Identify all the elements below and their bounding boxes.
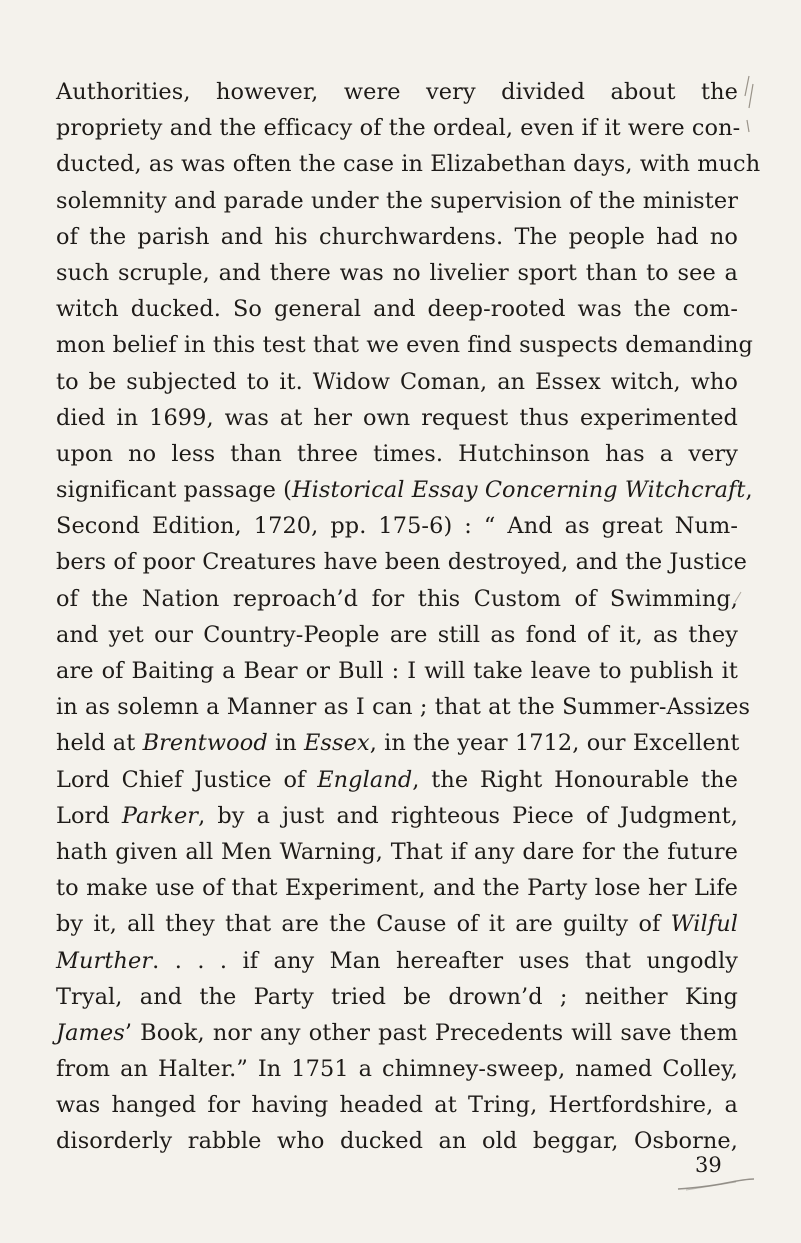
italic-place: England bbox=[317, 766, 413, 793]
body-text bbox=[56, 74, 761, 1160]
text-line: propriety and the efficacy of the ordeal, even if it were con- bbox=[56, 115, 741, 142]
text-line: hath given all Men Warning, That if any dare for the future bbox=[56, 838, 738, 865]
text-line: Authorities, however, were very divided about the bbox=[56, 79, 738, 105]
text-line: was hanged for having headed at Tring, Hertfordshire, a bbox=[56, 1092, 738, 1119]
text-line: held at Brentwood in Essex, in the year 1712, our Excellent bbox=[56, 730, 740, 757]
text-line: of the Nation reproach’d for this Custom of Swimming, bbox=[56, 585, 738, 612]
text-line: to make use of that Experiment, and the Party lose her Life bbox=[56, 875, 738, 902]
text-line: witch ducked. So general and deep-rooted was the com- bbox=[56, 296, 738, 323]
text-line: James’ Book, nor any other past Precedents will save them bbox=[56, 1019, 738, 1046]
italic-place: Brentwood bbox=[142, 730, 268, 757]
italic-place: Essex bbox=[303, 730, 370, 757]
text-line: of the parish and his churchwardens. The people had no bbox=[56, 223, 738, 250]
italic-name: Parker bbox=[121, 802, 199, 829]
text-line: to be subjected to it. Widow Coman, an Essex witch, who bbox=[56, 368, 738, 395]
text-line: Tryal, and the Party tried be drown’d ; neither King bbox=[56, 983, 738, 1010]
text-line: disorderly rabble who ducked an old beggar, Osborne, bbox=[56, 1128, 738, 1155]
text-line: died in 1699, was at her own request thus experimented bbox=[56, 404, 738, 431]
text-line: Lord Parker, by a just and righteous Piece of Judgment, bbox=[56, 802, 738, 829]
text-line: in as solemn a Manner as I can ; that at the Summer-Assizes bbox=[56, 694, 751, 721]
ink-smudge bbox=[676, 1177, 756, 1191]
text-line: Lord Chief Justice of England, the Right Honourable the bbox=[56, 766, 738, 793]
text-line: Second Edition, 1720, pp. 175-6) : “ And as great Num- bbox=[56, 513, 738, 540]
margin-ink-marks bbox=[727, 72, 767, 672]
text-line: such scruple, and there was no livelier sport than to see a bbox=[56, 259, 738, 286]
text-line: solemnity and parade under the supervision of the minister bbox=[56, 187, 738, 214]
italic-term: Wilful bbox=[670, 911, 738, 938]
italic-title: Historical Essay Concerning Witchcraft bbox=[292, 477, 746, 504]
text-line: bers of poor Creatures have been destroyed, and the Justice bbox=[56, 549, 747, 576]
text-line: upon no less than three times. Hutchinson has a very bbox=[56, 440, 738, 467]
text-line: and yet our Country-People are still as fond of it, as they bbox=[56, 621, 738, 648]
text-line: ducted, as was often the case in Elizabethan days, with much bbox=[56, 151, 761, 178]
text-line: mon belief in this test that we even find suspects demanding bbox=[56, 332, 753, 359]
italic-term: Murther bbox=[56, 947, 153, 974]
text-line: are of Baiting a Bear or Bull : I will take leave to publish it bbox=[56, 658, 738, 684]
page-number: 39 bbox=[695, 1153, 722, 1177]
text-line: by it, all they that are the Cause of it are guilty of Wilful bbox=[56, 911, 738, 938]
text-line: from an Halter.” In 1751 a chimney-sweep, named Colley, bbox=[56, 1056, 738, 1083]
text-line: Murther. . . . if any Man hereafter uses that ungodly bbox=[56, 947, 738, 974]
italic-name: James bbox=[56, 1019, 125, 1046]
text-line: significant passage (Historical Essay Concerning Witchcraft, bbox=[56, 477, 753, 504]
